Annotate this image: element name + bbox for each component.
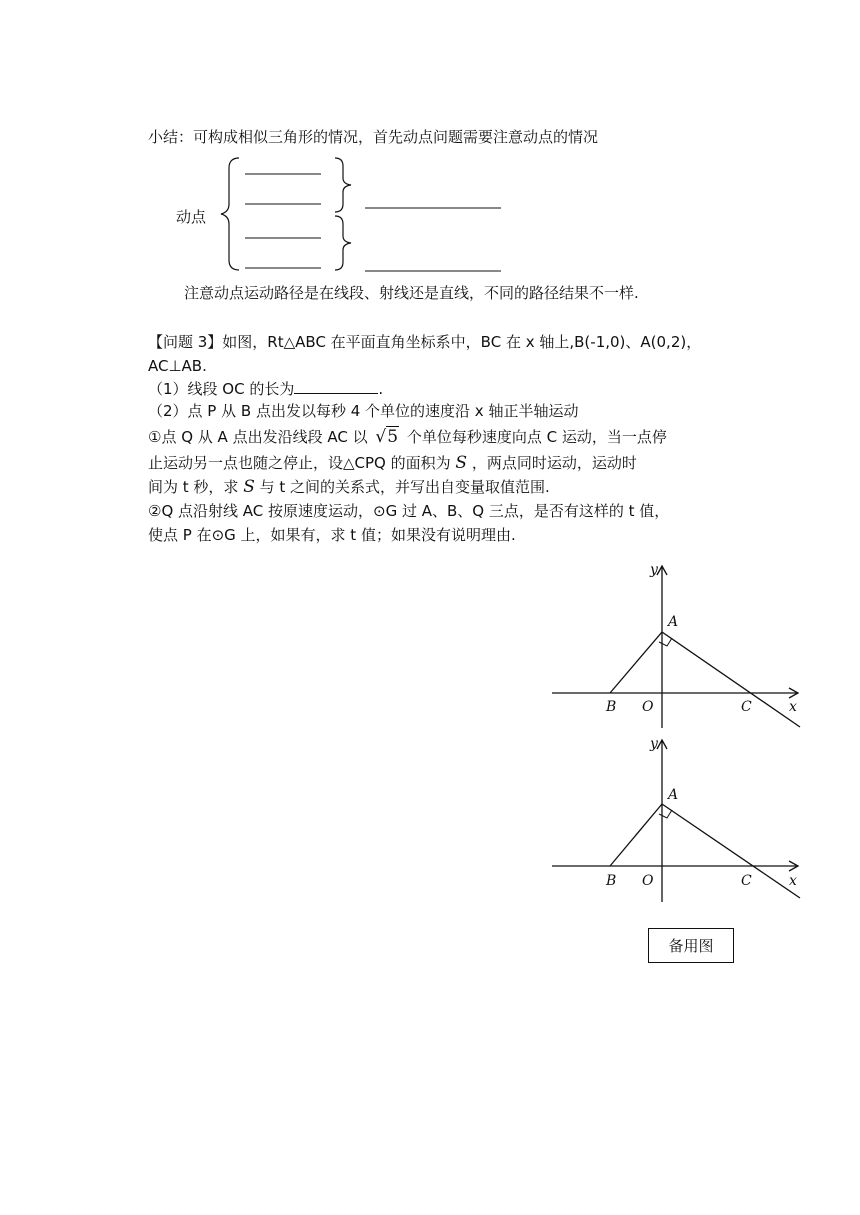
area-symbol-2: S <box>243 477 255 497</box>
problem-intro-line1: 【问题 3】如图，Rt△ABC 在平面直角坐标系中，BC 在 x 轴上,B(-1,0)、A(0,2)， <box>148 333 702 351</box>
point-c-label: C <box>741 873 752 889</box>
right-angle-mark <box>659 638 672 646</box>
brace-diagram <box>215 152 515 277</box>
question-2a-text-3: 止运动另一点也随之停止，设△CPQ 的面积为 <box>148 454 451 472</box>
x-label: x <box>789 699 797 715</box>
segment-ab <box>610 804 662 866</box>
point-b-label: B <box>606 873 617 889</box>
origin-label: O <box>642 699 654 715</box>
question-2a-line3 <box>148 476 550 498</box>
line-ac <box>662 804 800 898</box>
problem-intro-line2: AC⊥AB. <box>148 357 207 375</box>
right-angle-mark <box>659 810 672 818</box>
question-1 <box>148 378 383 400</box>
sqrt-expression <box>375 426 399 448</box>
point-c-label: C <box>741 699 752 715</box>
question-2a-text-6: 与 t 之间的关系式，并写出自变量取值范围. <box>259 478 550 496</box>
question-2a-line1 <box>148 426 667 448</box>
right-brace-2 <box>335 216 351 270</box>
question-2a-text-5: 间为 t 秒，求 <box>148 478 239 496</box>
area-symbol: S <box>455 453 468 473</box>
point-b-label: B <box>606 699 617 715</box>
question-1-blank <box>294 379 378 394</box>
point-a-label: A <box>668 787 679 803</box>
origin-label: O <box>642 873 654 889</box>
question-1-text: （1）线段 OC 的长为 <box>148 380 295 398</box>
right-brace-1 <box>335 158 351 212</box>
point-a-label: A <box>668 614 679 630</box>
line-ac <box>662 632 800 727</box>
question-2a-line2 <box>148 452 637 474</box>
coordinate-figure-1 <box>548 556 810 732</box>
question-2a-text-4: ，两点同时运动，运动时 <box>471 454 637 472</box>
question-2b-line1: ②Q 点沿射线 AC 按原速度运动，⊙G 过 A、B、Q 三点，是否有这样的 t 值， <box>148 502 670 520</box>
sqrt-radicand: 5 <box>387 427 399 447</box>
question-2: （2）点 P 从 B 点出发以每秒 4 个单位的速度沿 x 轴正半轴运动 <box>148 402 579 420</box>
segment-ab <box>610 632 662 693</box>
backup-figure-caption: 备用图 <box>648 928 734 963</box>
left-brace <box>221 158 239 270</box>
summary-note: 注意动点运动路径是在线段、射线还是直线，不同的路径结果不一样. <box>184 284 639 302</box>
question-2b-line2: 使点 P 在⊙G 上，如果有，求 t 值；如果没有说明理由. <box>148 526 516 544</box>
coordinate-figure-2 <box>548 730 810 906</box>
summary-heading: 小结：可构成相似三角形的情况，首先动点问题需要注意动点的情况 <box>148 128 599 146</box>
y-label: y <box>650 736 658 752</box>
sqrt-radical-icon: √ <box>375 427 387 447</box>
moving-point-label: 动点 <box>176 208 207 226</box>
x-label: x <box>789 873 797 889</box>
question-2a-text-1: ①点 Q 从 A 点出发沿线段 AC 以 <box>148 428 368 446</box>
question-1-period: . <box>378 380 384 398</box>
question-2a-text-2: 个单位每秒速度向点 C 运动，当一点停 <box>406 428 667 446</box>
y-label: y <box>650 562 658 578</box>
